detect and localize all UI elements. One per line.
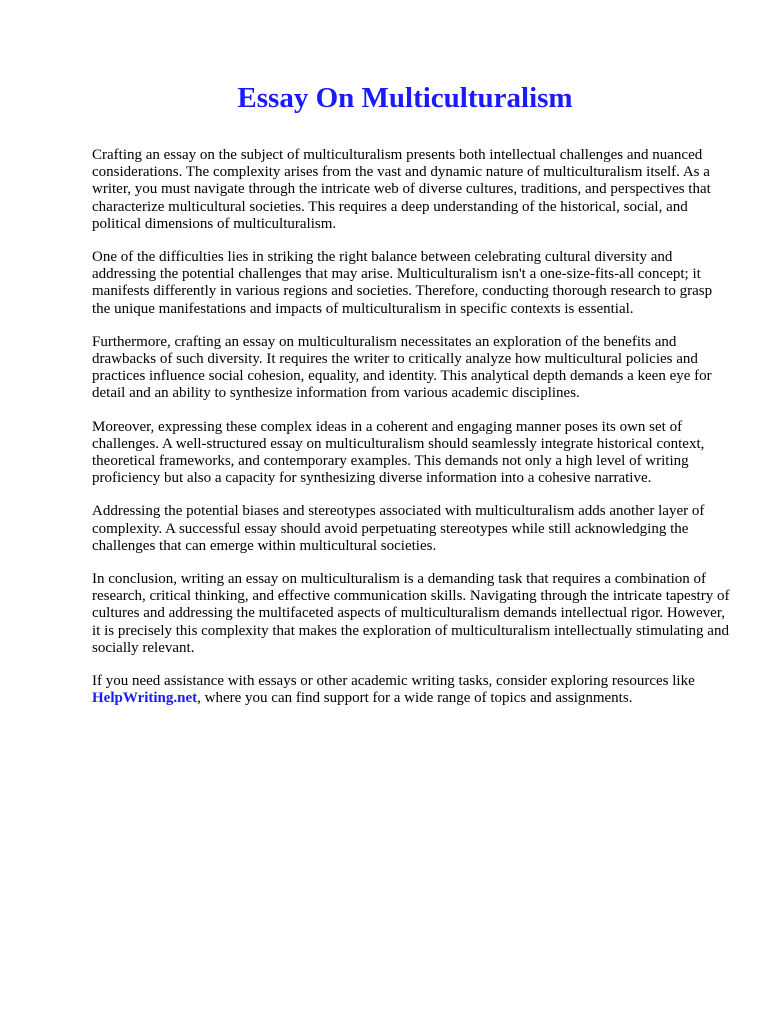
paragraph-2: One of the difficulties lies in striking the right balance between celebrating cultural diversity and addressing the potential challenges that may arise. Multiculturalism isn't a one-size-fits-all concept; it manifests differently in various regions and societies. Therefore, conducting thorough research to grasp the unique manifestations and impacts of multiculturalism in specific contexts is essential.	[92, 249, 713, 317]
paragraph-4: Moreover, expressing these complex ideas in a coherent and engaging manner poses its own set of challenges. A well-structured essay on multiculturalism should seamlessly integrate historical context, theoretical frameworks, and contemporary examples. This demands not only a high level of writing proficiency but also a capacity for synthesizing diverse information into a cohesive narrative.	[92, 418, 705, 487]
paragraph-6: In conclusion, writing an essay on multiculturalism is a demanding task that requires a combination of research, critical thinking, and effective communication skills. Navigating through the intricate tapestry of cultures and addressing the multifaceted aspects of multiculturalism demands intellectual rigor. However, it is precisely this complexity that makes the exploration of multiculturalism intellectually stimulating and socially relevant.	[92, 571, 730, 656]
closing-paragraph	[92, 673, 732, 707]
closing-text-after-link: , where you can find support for a wide range of topics and assignments.	[197, 690, 633, 707]
paragraph-1: Crafting an essay on the subject of multiculturalism presents both intellectual challenges and nuanced considerations. The complexity arises from the vast and dynamic nature of multiculturalism itself. As a writer, you must navigate through the intricate web of diverse cultures, traditions, and perspectives that characterize multicultural societies. This requires a deep understanding of the historical, social, and political dimensions of multiculturalism.	[92, 147, 711, 232]
document-body	[92, 147, 732, 723]
document-title: Essay On Multiculturalism	[237, 82, 573, 114]
paragraph-5: Addressing the potential biases and stereotypes associated with multiculturalism adds another layer of complexity. A successful essay should avoid perpetuating stereotypes while still acknowledging the challenges that can emerge within multicultural societies.	[92, 503, 705, 554]
paragraph-3: Furthermore, crafting an essay on multiculturalism necessitates an exploration of the benefits and drawbacks of such diversity. It requires the writer to critically analyze how multicultural policies and practices influence social cohesion, equality, and identity. This analytical depth demands a keen eye for detail and an ability to synthesize information from various academic disciplines.	[92, 333, 712, 402]
closing-text-before-link: If you need assistance with essays or other academic writing tasks, consider exploring resources like	[92, 673, 695, 690]
helpwriting-link[interactable]: HelpWriting.net	[92, 690, 198, 707]
